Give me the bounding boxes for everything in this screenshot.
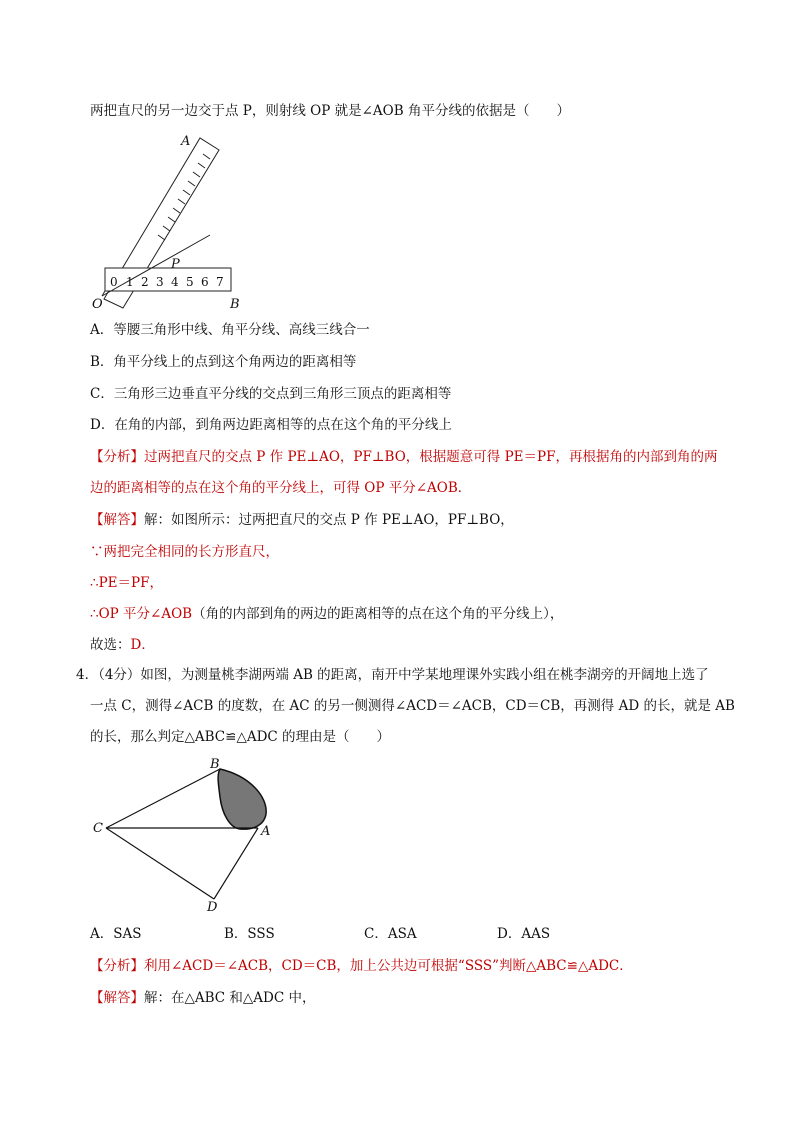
- tick-3: 3: [156, 275, 164, 289]
- tick-2: 2: [141, 275, 149, 289]
- label-a: A: [181, 134, 191, 149]
- q4-option-d: D．AAS: [497, 926, 551, 942]
- q4-solution: [90, 988, 316, 1008]
- answer-prefix: 故选：: [90, 637, 131, 653]
- tick-6: 6: [201, 275, 209, 289]
- q3-analysis-line1: [90, 447, 717, 467]
- q4-stem-line2: 一点 C，测得∠ACB 的度数，在 AC 的另一侧测得∠ACD＝∠ACB，CD＝CB，再测得 AD 的长，就是 AB: [90, 698, 735, 714]
- label-b: B: [210, 757, 220, 772]
- q3-solution-line4: [90, 604, 563, 624]
- analysis-tag: 【分析】: [90, 449, 144, 465]
- solution-text: 解：如图所示：过两把直尺的交点 P 作 PE⊥AO，PF⊥BO，: [144, 512, 514, 528]
- solution-conclusion: ∴OP 平分∠AOB: [90, 606, 193, 622]
- label-o: O: [92, 297, 103, 312]
- solution-reason: （角的内部到角的两边的距离相等的点在这个角的平分线上），: [192, 606, 564, 622]
- tick-1: 1: [126, 275, 134, 289]
- q4-option-c: C．ASA: [364, 926, 417, 942]
- q4-stem-line1: 4．（4分）如图，为测量桃李湖两端 AB 的距离，南开中学某地理课外实践小组在桃李湖旁的开阔地上选了: [76, 667, 709, 683]
- q3-option-a: A．等腰三角形中线、角平分线、高线三线合一: [90, 322, 370, 338]
- q4-stem-line3: 的长，那么判定△ABC≌△ADC 的理由是（ ）: [90, 729, 391, 745]
- q4-option-a: A．SAS: [90, 926, 142, 942]
- q4-option-b: B．SSS: [224, 926, 275, 942]
- q3-option-c: C．三角形三边垂直平分线的交点到三角形三顶点的距离相等: [90, 386, 452, 402]
- ruler-figure: [88, 130, 258, 312]
- q3-option-d: D．在角的内部，到角两边距离相等的点在这个角的平分线上: [90, 417, 452, 433]
- lake-figure: [90, 752, 280, 916]
- tick-7: 7: [216, 275, 224, 289]
- label-a: A: [261, 824, 271, 839]
- analysis-text: 过两把直尺的交点 P 作 PE⊥AO，PF⊥BO，根据题意可得 PE＝PF，再根据角的内部到角的两: [144, 449, 718, 465]
- q3-solution-line5: [90, 635, 155, 655]
- solution-tag: 【解答】: [90, 512, 144, 528]
- tick-5: 5: [186, 275, 194, 289]
- q3-solution-line1: [90, 510, 514, 530]
- answer-choice: D．: [130, 637, 155, 653]
- tick-0: 0: [110, 275, 118, 289]
- q4-analysis: [90, 956, 633, 976]
- q3-analysis-line2: 边的距离相等的点在这个角的平分线上，可得 OP 平分∠AOB．: [90, 480, 472, 496]
- label-d: D: [207, 900, 218, 915]
- label-b: B: [230, 297, 240, 312]
- lake-shape: [218, 769, 266, 829]
- horizontal-ruler: [105, 268, 231, 291]
- q3-solution-line3: ∴PE＝PF，: [90, 575, 163, 591]
- solution-tag: 【解答】: [90, 990, 144, 1006]
- label-c: C: [93, 821, 103, 836]
- solution-text: 解：在△ABC 和△ADC 中，: [144, 990, 316, 1006]
- q3-solution-line2: ∵两把完全相同的长方形直尺，: [90, 544, 279, 560]
- tick-4: 4: [171, 275, 179, 289]
- analysis-tag: 【分析】: [90, 958, 144, 974]
- q3-option-b: B．角平分线上的点到这个角两边的距离相等: [90, 354, 357, 370]
- label-p: P: [171, 257, 180, 272]
- q3-stem: 两把直尺的另一边交于点 P，则射线 OP 就是∠AOB 角平分线的依据是（ ）: [90, 103, 570, 119]
- analysis-text: 利用∠ACD＝∠ACB，CD＝CB，加上公共边可根据“SSS”判断△ABC≌△ADC．: [144, 958, 633, 974]
